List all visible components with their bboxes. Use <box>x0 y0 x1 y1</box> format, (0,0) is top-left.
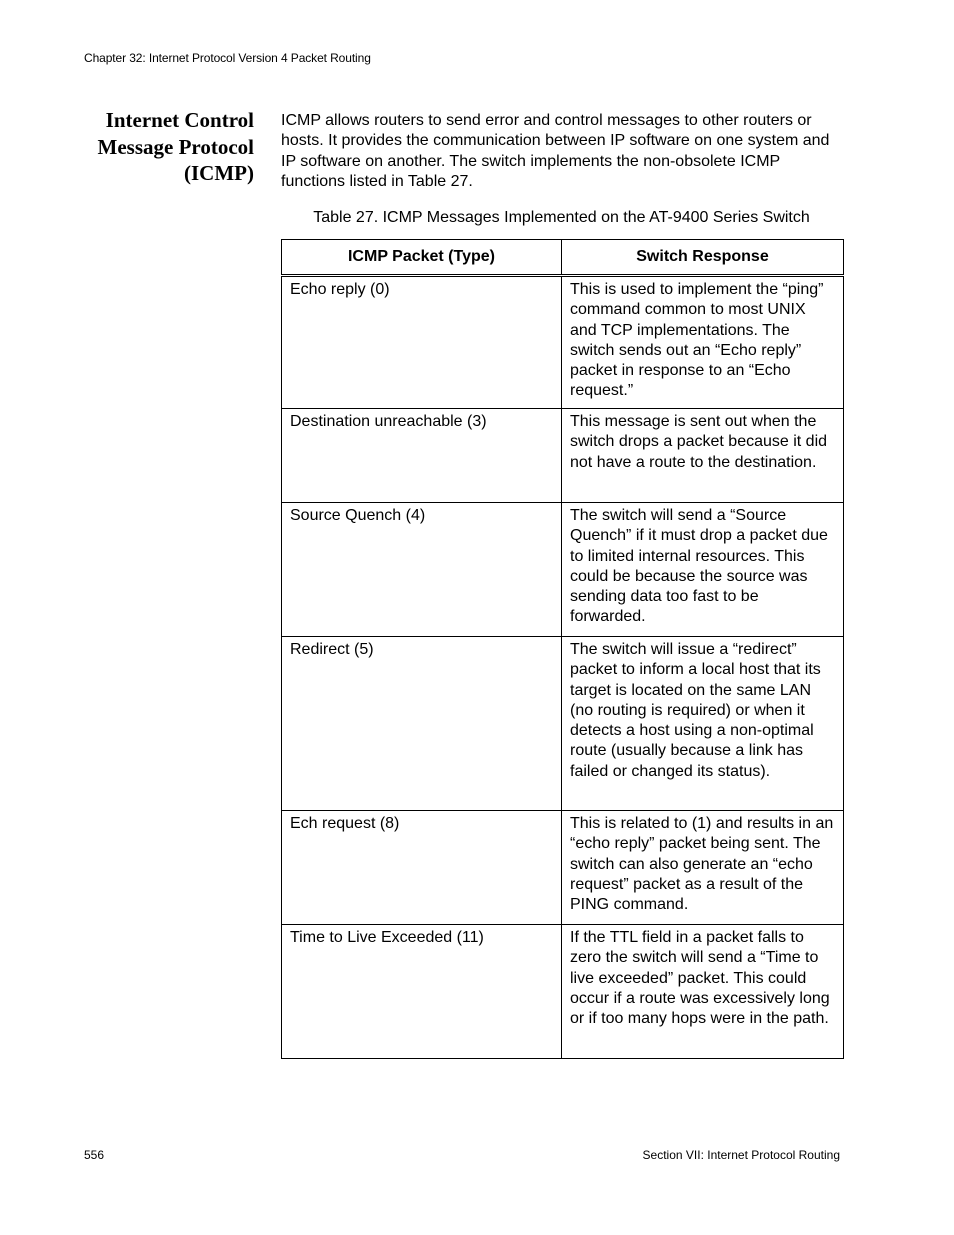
switch-response-cell: This is used to implement the “ping” command common to most UNIX and TCP implementations. The switch sends out an “Echo reply” packet in response to an “Echo request.” <box>562 276 844 409</box>
switch-response-cell: The switch will send a “Source Quench” if it must drop a packet due to limited internal resources. This could be because the source was sending data too fast to be forwarded. <box>562 503 844 637</box>
table-row <box>282 811 844 925</box>
table-header-row <box>282 240 844 276</box>
packet-type-cell: Redirect (5) <box>282 637 562 811</box>
section-heading <box>54 107 254 187</box>
column-header-packet-type: ICMP Packet (Type) <box>282 240 562 276</box>
section-heading-line: (ICMP) <box>184 161 254 185</box>
switch-response-cell: If the TTL field in a packet falls to zero the switch will send a “Time to live exceeded” packet. This could occur if a route was excessively long or if too many hops were in the path. <box>562 925 844 1059</box>
packet-type-cell: Time to Live Exceeded (11) <box>282 925 562 1059</box>
intro-paragraph: ICMP allows routers to send error and control messages to other routers or hosts. It provides the communication between IP software on one system and IP software on another. The switch implements the non-obsolete ICMP functions listed in Table 27. <box>281 112 830 190</box>
page-number: 556 <box>84 1148 105 1162</box>
table-row <box>282 503 844 637</box>
section-heading-line: Internet Control <box>105 108 254 132</box>
table-row <box>282 637 844 811</box>
section-heading-line: Message Protocol <box>97 134 254 159</box>
running-footer-section: Section VII: Internet Protocol Routing <box>642 1148 840 1162</box>
packet-type-cell: Source Quench (4) <box>282 503 562 637</box>
running-header: Chapter 32: Internet Protocol Version 4 Packet Routing <box>84 51 371 65</box>
table-row <box>282 925 844 1059</box>
packet-type-cell: Echo reply (0) <box>282 276 562 409</box>
switch-response-cell: This is related to (1) and results in an “echo reply” packet being sent. The switch can also generate an “echo request” packet as a result of the PING command. <box>562 811 844 925</box>
icmp-messages-table <box>281 239 844 1059</box>
switch-response-cell: The switch will issue a “redirect” packet to inform a local host that its target is located on the same LAN (no routing is required) or when it detects a host using a non-optimal route (usually because a link has failed or changed its status). <box>562 637 844 811</box>
table-caption: Table 27. ICMP Messages Implemented on the AT-9400 Series Switch <box>313 209 810 226</box>
table-row <box>282 409 844 503</box>
column-header-switch-response: Switch Response <box>562 240 844 276</box>
packet-type-cell: Destination unreachable (3) <box>282 409 562 503</box>
packet-type-cell: Ech request (8) <box>282 811 562 925</box>
switch-response-cell: This message is sent out when the switch drops a packet because it did not have a route to the destination. <box>562 409 844 503</box>
table-row <box>282 276 844 409</box>
